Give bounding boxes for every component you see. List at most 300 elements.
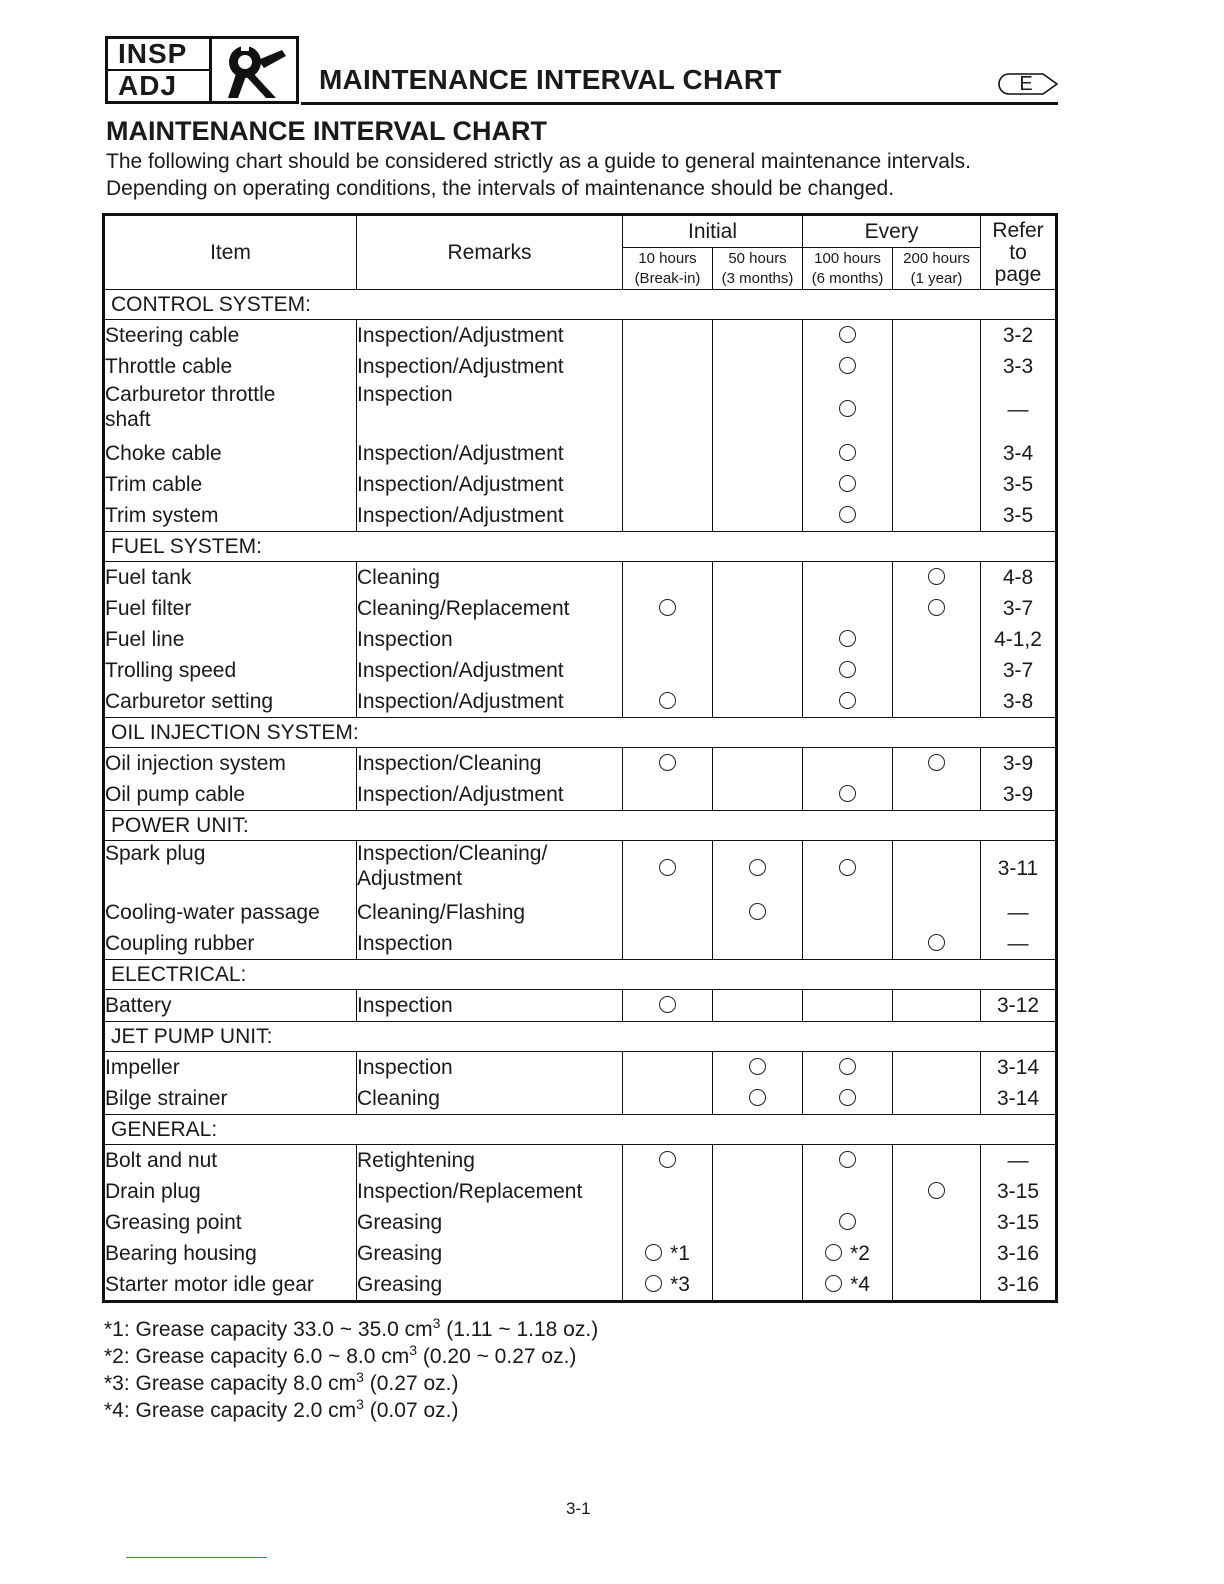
table-row — [104, 469, 1057, 500]
interval-cell — [713, 320, 803, 352]
circle-mark-icon — [645, 1244, 662, 1261]
item-cell — [104, 748, 357, 780]
interval-cell — [893, 1269, 981, 1302]
table-row — [104, 779, 1057, 811]
table-row — [104, 593, 1057, 624]
item-name: Battery — [105, 994, 172, 1017]
interval-cell — [893, 1207, 981, 1238]
interval-cell — [893, 624, 981, 655]
category-row — [104, 960, 1057, 990]
interval-cell — [893, 1176, 981, 1207]
category-title: JET PUMP UNIT: — [104, 1022, 1057, 1052]
item-cell — [104, 382, 357, 438]
interval-cell — [893, 655, 981, 686]
table-row — [104, 1238, 1057, 1269]
remarks-text: Inspection/Adjustment — [357, 504, 564, 527]
interval-cell — [803, 897, 893, 928]
item-name: Carburetor throttle — [105, 383, 276, 406]
interval-cell — [713, 990, 803, 1022]
circle-mark-icon — [659, 1151, 676, 1168]
circle-mark-icon — [749, 903, 766, 920]
item-cell — [104, 841, 357, 898]
footnote-text: (0.27 oz.) — [363, 1372, 459, 1395]
interval-cell — [623, 779, 713, 811]
interval-cell — [713, 1083, 803, 1115]
item-name: Trim cable — [105, 473, 203, 496]
interval-cell — [893, 841, 981, 898]
circle-mark-icon — [839, 1151, 856, 1168]
item-cell — [104, 438, 357, 469]
remarks-cell — [357, 1176, 623, 1207]
interval-cell — [623, 1269, 713, 1302]
footnote-superscript: 3 — [356, 1369, 364, 1385]
interval-cell — [893, 593, 981, 624]
footnote-label: *2: — [104, 1345, 130, 1368]
interval-cell — [623, 1207, 713, 1238]
remarks-text: Inspection/Adjustment — [357, 659, 564, 682]
interval-cell — [803, 1052, 893, 1084]
table-row — [104, 500, 1057, 532]
remarks-cell — [357, 1083, 623, 1115]
interval-cell — [623, 1083, 713, 1115]
circle-mark-icon — [839, 1089, 856, 1106]
intro-text — [106, 148, 971, 202]
remarks-text: Inspection/Cleaning/ — [357, 842, 548, 865]
interval-cell — [893, 928, 981, 960]
header-refer-line: Refer — [992, 218, 1044, 242]
category-title: OIL INJECTION SYSTEM: — [104, 718, 1057, 748]
footnote-text: (0.07 oz.) — [363, 1399, 459, 1422]
interval-cell — [713, 897, 803, 928]
item-cell — [104, 655, 357, 686]
item-name: Fuel line — [105, 628, 185, 651]
item-cell — [104, 1052, 357, 1084]
refer-page-cell: 3-15 — [981, 1176, 1057, 1207]
page-header — [105, 36, 1060, 108]
circle-mark-icon — [839, 1058, 856, 1075]
footnote-superscript: 3 — [432, 1315, 441, 1331]
item-cell — [104, 1176, 357, 1207]
interval-cell — [713, 1207, 803, 1238]
footnote-superscript: 3 — [409, 1342, 418, 1358]
remarks-cell — [357, 748, 623, 780]
refer-page-cell: 3-16 — [981, 1269, 1057, 1302]
item-name: Fuel tank — [105, 566, 192, 589]
item-cell — [104, 469, 357, 500]
interval-cell — [713, 593, 803, 624]
interval-cell — [803, 469, 893, 500]
interval-cell — [893, 351, 981, 382]
remarks-cell — [357, 320, 623, 352]
interval-cell — [803, 382, 893, 438]
interval-cell — [623, 320, 713, 352]
header-refer-to-page — [981, 215, 1057, 290]
remarks-text: Inspection/Adjustment — [357, 355, 564, 378]
table-row — [104, 990, 1057, 1022]
badge-line-insp: INSP — [108, 39, 209, 71]
remarks-text: Greasing — [357, 1242, 443, 1265]
interval-label: 10 hours — [638, 249, 697, 267]
table-row — [104, 438, 1057, 469]
interval-cell — [623, 593, 713, 624]
footnote-label: *3: — [104, 1372, 130, 1395]
circle-mark-icon — [659, 996, 676, 1013]
remarks-cell — [357, 351, 623, 382]
language-mark — [995, 72, 1059, 96]
remarks-cell — [357, 500, 623, 532]
interval-cell — [803, 320, 893, 352]
footnote-text: (0.20 ~ 0.27 oz.) — [417, 1345, 577, 1368]
interval-cell — [803, 1083, 893, 1115]
interval-cell — [623, 624, 713, 655]
refer-page-cell: 3-11 — [981, 841, 1057, 898]
footnote-text: Grease capacity 33.0 ~ 35.0 cm — [135, 1318, 433, 1341]
remarks-text: Inspection — [357, 628, 453, 651]
interval-cell — [623, 928, 713, 960]
remarks-text: Inspection/Replacement — [357, 1180, 583, 1203]
remarks-cell — [357, 382, 623, 438]
circle-mark-icon — [749, 1089, 766, 1106]
circle-mark-icon — [839, 444, 856, 461]
remarks-cell — [357, 1145, 623, 1177]
interval-cell — [713, 562, 803, 594]
item-name: Carburetor setting — [105, 690, 274, 713]
footnote-ref: *4 — [850, 1272, 870, 1296]
interval-note: (3 months) — [721, 269, 794, 287]
interval-cell — [893, 1052, 981, 1084]
refer-page-cell: 3-14 — [981, 1083, 1057, 1115]
interval-cell — [623, 562, 713, 594]
interval-cell — [713, 1269, 803, 1302]
table-row — [104, 1207, 1057, 1238]
item-name: Bilge strainer — [105, 1087, 228, 1110]
remarks-text: Inspection — [357, 932, 453, 955]
badge-line-adj: ADJ — [118, 70, 178, 101]
interval-cell — [803, 1176, 893, 1207]
item-cell — [104, 1269, 357, 1302]
circle-mark-icon — [928, 568, 945, 585]
interval-label: 200 hours — [903, 249, 970, 267]
header-interval — [893, 248, 981, 290]
circle-mark-icon — [839, 661, 856, 678]
refer-page-cell: 3-3 — [981, 351, 1057, 382]
remarks-cell — [357, 779, 623, 811]
remarks-text: Cleaning/Replacement — [357, 597, 570, 620]
footnote-text: Grease capacity 8.0 cm — [135, 1372, 357, 1395]
interval-cell — [893, 562, 981, 594]
wrench-and-screwdriver-icon — [212, 39, 296, 101]
table-row — [104, 382, 1057, 438]
circle-mark-icon — [645, 1275, 662, 1292]
item-name: Throttle cable — [105, 355, 233, 378]
refer-page-cell: 3-9 — [981, 748, 1057, 780]
item-cell — [104, 928, 357, 960]
item-name: Spark plug — [105, 842, 206, 865]
circle-mark-icon — [749, 1058, 766, 1075]
maintenance-interval-table — [102, 213, 1058, 1303]
footnote — [104, 1397, 598, 1424]
interval-cell — [623, 1238, 713, 1269]
footnote — [104, 1370, 598, 1397]
item-cell — [104, 351, 357, 382]
remarks-cell — [357, 655, 623, 686]
remarks-cell — [357, 1238, 623, 1269]
item-cell — [104, 779, 357, 811]
item-name: Greasing point — [105, 1211, 242, 1234]
remarks-text: Greasing — [357, 1273, 443, 1296]
interval-cell — [893, 320, 981, 352]
interval-cell — [803, 686, 893, 718]
remarks-text: Greasing — [357, 1211, 443, 1234]
remarks-cell — [357, 686, 623, 718]
refer-page-cell: 3-16 — [981, 1238, 1057, 1269]
remarks-text: Cleaning/Flashing — [357, 901, 526, 924]
item-name: Starter motor idle gear — [105, 1273, 314, 1296]
item-name: Fuel filter — [105, 597, 192, 620]
interval-cell — [623, 655, 713, 686]
refer-page-cell: 3-7 — [981, 593, 1057, 624]
edge-line — [126, 1557, 267, 1558]
item-name: Oil pump cable — [105, 783, 246, 806]
circle-mark-icon — [839, 357, 856, 374]
interval-cell — [893, 438, 981, 469]
item-name: Oil injection system — [105, 752, 286, 775]
remarks-text: Inspection/Cleaning — [357, 752, 542, 775]
refer-page-cell: — — [981, 1145, 1057, 1177]
circle-mark-icon — [839, 400, 856, 417]
interval-cell — [893, 686, 981, 718]
header-interval — [713, 248, 803, 290]
refer-page-cell: 3-14 — [981, 1052, 1057, 1084]
remarks-text: Cleaning — [357, 566, 440, 589]
remarks-cell — [357, 841, 623, 898]
circle-mark-icon — [839, 1213, 856, 1230]
interval-cell — [713, 438, 803, 469]
circle-mark-icon — [659, 599, 676, 616]
refer-page-cell: — — [981, 382, 1057, 438]
interval-cell — [713, 1238, 803, 1269]
interval-cell — [803, 928, 893, 960]
footnote-superscript: 3 — [356, 1396, 364, 1412]
circle-mark-icon — [659, 859, 676, 876]
footnote — [104, 1343, 598, 1370]
interval-cell — [803, 1207, 893, 1238]
remarks-text: Retightening — [357, 1149, 475, 1172]
footnote-ref: *3 — [670, 1272, 690, 1296]
interval-cell — [893, 1083, 981, 1115]
interval-cell — [713, 469, 803, 500]
circle-mark-icon — [928, 1182, 945, 1199]
interval-note: (6 months) — [811, 269, 884, 287]
interval-cell — [623, 686, 713, 718]
table-row — [104, 928, 1057, 960]
interval-cell — [803, 624, 893, 655]
circle-mark-icon — [659, 692, 676, 709]
interval-cell — [623, 990, 713, 1022]
remarks-cell — [357, 469, 623, 500]
footnote-label: *4: — [104, 1399, 130, 1422]
insp-adj-badge — [105, 36, 299, 104]
refer-page-cell: 3-12 — [981, 990, 1057, 1022]
remarks-cell — [357, 593, 623, 624]
interval-cell — [803, 1269, 893, 1302]
interval-cell — [893, 748, 981, 780]
circle-mark-icon — [839, 692, 856, 709]
interval-cell — [713, 351, 803, 382]
interval-label: 100 hours — [814, 249, 881, 267]
table-row — [104, 841, 1057, 898]
header-rule — [301, 102, 1058, 105]
table-row — [104, 897, 1057, 928]
category-title: FUEL SYSTEM: — [104, 532, 1057, 562]
refer-page-cell: 3-9 — [981, 779, 1057, 811]
header-title: MAINTENANCE INTERVAL CHART — [319, 64, 782, 95]
interval-cell — [803, 1145, 893, 1177]
header-refer-line: page — [994, 262, 1042, 286]
remarks-text: Inspection/Adjustment — [357, 690, 564, 713]
interval-cell — [713, 382, 803, 438]
refer-page-cell: 3-7 — [981, 655, 1057, 686]
circle-mark-icon — [825, 1275, 842, 1292]
interval-cell — [803, 748, 893, 780]
remarks-text: Inspection/Adjustment — [357, 473, 564, 496]
table-row — [104, 748, 1057, 780]
refer-page-cell: 3-2 — [981, 320, 1057, 352]
interval-cell — [623, 897, 713, 928]
footnotes — [104, 1316, 598, 1424]
interval-cell — [623, 1145, 713, 1177]
header-item: Item — [104, 215, 357, 290]
page-number: 3-1 — [566, 1499, 591, 1518]
item-name-cont: shaft — [105, 408, 151, 431]
item-name: Bolt and nut — [105, 1149, 218, 1172]
interval-cell — [803, 990, 893, 1022]
interval-cell — [623, 500, 713, 532]
remarks-text-cont: Adjustment — [357, 867, 463, 890]
interval-cell — [623, 438, 713, 469]
header-every: Every — [803, 215, 981, 248]
interval-cell — [623, 382, 713, 438]
interval-cell — [803, 593, 893, 624]
footnote-text: (1.11 ~ 1.18 oz.) — [440, 1318, 599, 1341]
table-row — [104, 1145, 1057, 1177]
item-name: Drain plug — [105, 1180, 201, 1203]
circle-mark-icon — [928, 934, 945, 951]
interval-cell — [803, 500, 893, 532]
remarks-cell — [357, 438, 623, 469]
item-cell — [104, 990, 357, 1022]
section-title: MAINTENANCE INTERVAL CHART — [106, 116, 548, 146]
remarks-cell — [357, 990, 623, 1022]
interval-cell — [893, 779, 981, 811]
category-row — [104, 532, 1057, 562]
table-row — [104, 1269, 1057, 1302]
category-title: ELECTRICAL: — [104, 960, 1057, 990]
category-row — [104, 1022, 1057, 1052]
interval-cell — [803, 841, 893, 898]
interval-cell — [623, 469, 713, 500]
remarks-text: Inspection — [357, 383, 453, 406]
remarks-cell — [357, 897, 623, 928]
interval-cell — [803, 562, 893, 594]
circle-mark-icon — [928, 599, 945, 616]
interval-cell — [893, 1145, 981, 1177]
category-row — [104, 290, 1057, 320]
interval-cell — [713, 1052, 803, 1084]
item-name: Steering cable — [105, 324, 240, 347]
item-name: Coupling rubber — [105, 932, 255, 955]
footnote-ref: *1 — [670, 1241, 690, 1265]
table-row — [104, 1083, 1057, 1115]
refer-page-cell: 3-4 — [981, 438, 1057, 469]
interval-cell — [713, 841, 803, 898]
item-cell — [104, 624, 357, 655]
header-initial: Initial — [623, 215, 803, 248]
item-cell — [104, 686, 357, 718]
table-row — [104, 1052, 1057, 1084]
remarks-cell — [357, 1052, 623, 1084]
item-cell — [104, 1083, 357, 1115]
table-row — [104, 351, 1057, 382]
item-name: Bearing housing — [105, 1242, 257, 1265]
item-cell — [104, 1145, 357, 1177]
interval-cell — [713, 686, 803, 718]
table-row — [104, 320, 1057, 352]
footnote-text: Grease capacity 2.0 cm — [135, 1399, 357, 1422]
interval-cell — [713, 1145, 803, 1177]
circle-mark-icon — [839, 859, 856, 876]
interval-cell — [893, 990, 981, 1022]
interval-cell — [893, 500, 981, 532]
remarks-cell — [357, 624, 623, 655]
remarks-text: Inspection — [357, 994, 453, 1017]
interval-note: (1 year) — [910, 269, 963, 287]
item-cell — [104, 320, 357, 352]
remarks-cell — [357, 928, 623, 960]
table-row — [104, 1176, 1057, 1207]
interval-cell — [623, 748, 713, 780]
interval-cell — [713, 655, 803, 686]
interval-cell — [713, 1176, 803, 1207]
circle-mark-icon — [749, 859, 766, 876]
remarks-text: Inspection/Adjustment — [357, 324, 564, 347]
interval-cell — [803, 438, 893, 469]
table-row — [104, 655, 1057, 686]
footnote-label: *1: — [104, 1318, 130, 1341]
remarks-cell — [357, 562, 623, 594]
interval-cell — [893, 897, 981, 928]
remarks-cell — [357, 1269, 623, 1302]
interval-cell — [623, 1176, 713, 1207]
category-title: CONTROL SYSTEM: — [104, 290, 1057, 320]
circle-mark-icon — [839, 506, 856, 523]
header-interval — [803, 248, 893, 290]
item-cell — [104, 897, 357, 928]
interval-cell — [623, 1052, 713, 1084]
remarks-text: Inspection/Adjustment — [357, 442, 564, 465]
footnote-text: Grease capacity 6.0 ~ 8.0 cm — [135, 1345, 410, 1368]
refer-page-cell: 3-15 — [981, 1207, 1057, 1238]
circle-mark-icon — [839, 785, 856, 802]
refer-page-cell: 3-5 — [981, 500, 1057, 532]
item-name: Trolling speed — [105, 659, 237, 682]
refer-page-cell: 4-8 — [981, 562, 1057, 594]
circle-mark-icon — [839, 630, 856, 647]
interval-label: 50 hours — [728, 249, 787, 267]
interval-cell — [803, 1238, 893, 1269]
table-body — [104, 290, 1057, 1302]
category-row — [104, 1115, 1057, 1145]
